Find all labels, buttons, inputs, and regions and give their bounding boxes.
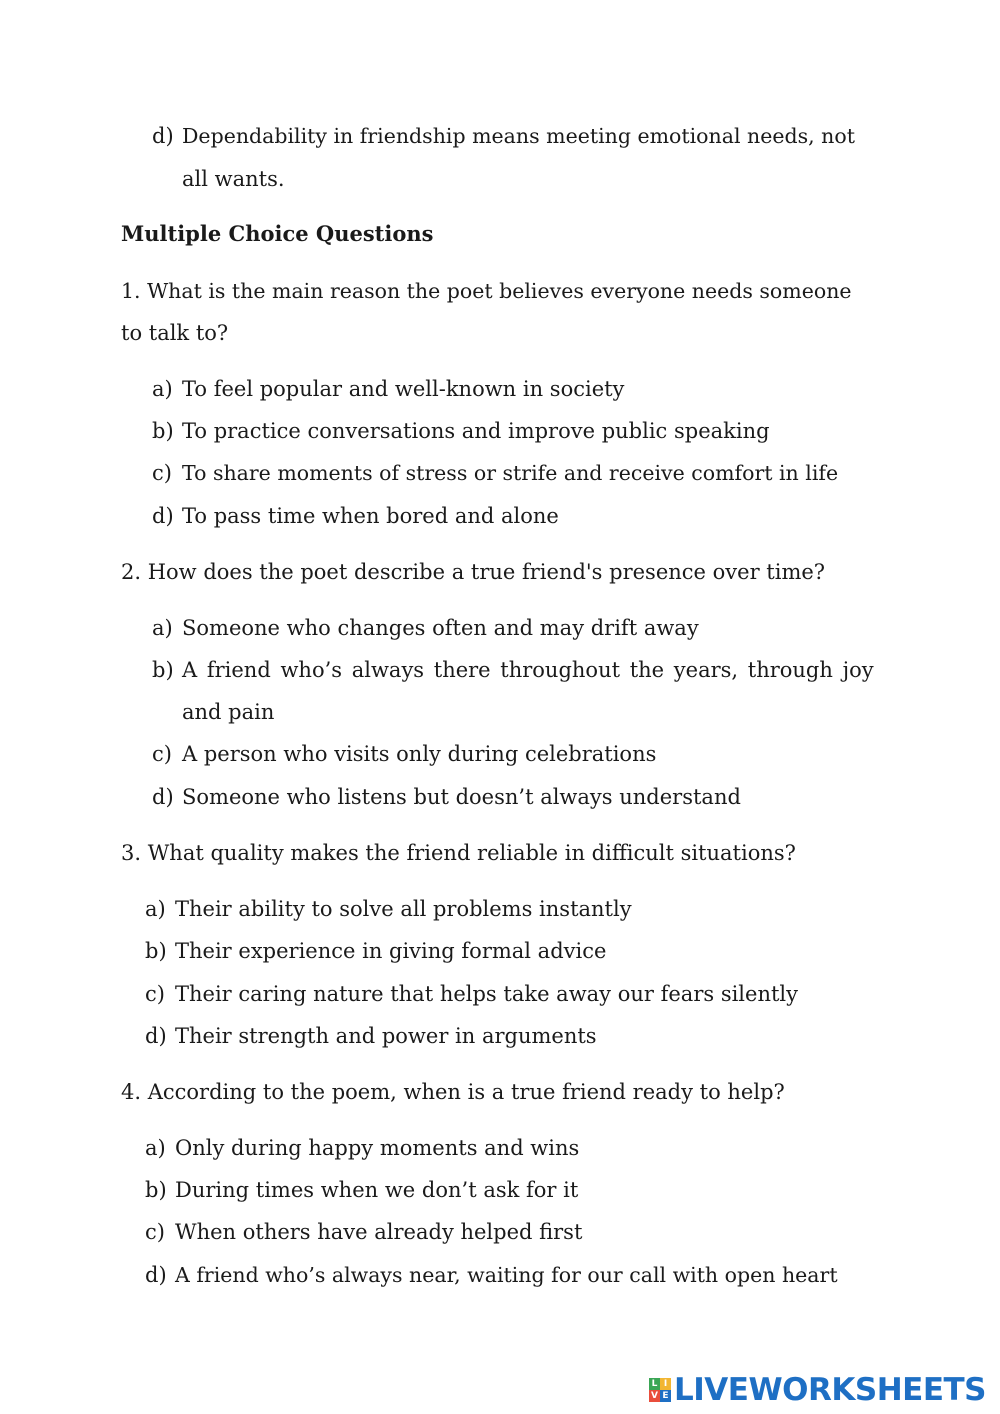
q2-option-b: A friend who’s always there throughout the years, through joy [182,658,874,682]
q2-option-d-label: d) [152,785,174,809]
logo-text: LIVEWORKSHEETS [674,1372,986,1408]
q1-option-c: To share moments of stress or strife and receive comfort in life [182,461,839,485]
question-1-line1: 1. What is the main reason the poet believes everyone needs someone [121,279,852,303]
q2-option-b-label: b) [152,658,174,682]
q4-option-a-label: a) [145,1136,166,1160]
q4-option-d: A friend who’s always near, waiting for our call with open heart [175,1263,838,1287]
question-4: 4. According to the poem, when is a true friend ready to help? [121,1080,785,1104]
question-2: 2. How does the poet describe a true friend's presence over time? [121,560,826,584]
question-1-line2: to talk to? [121,321,229,345]
logo-mark-l: L [649,1378,660,1390]
intro-option-label: d) [152,124,174,148]
q3-option-a-label: a) [145,897,166,921]
q2-option-d: Someone who listens but doesn’t always understand [182,785,741,809]
q2-option-b-cont: and pain [182,700,275,724]
liveworksheets-logo-icon [649,1378,671,1402]
q3-option-c: Their caring nature that helps take away our fears silently [175,982,798,1006]
logo-mark-v: V [649,1390,660,1402]
q3-option-a: Their ability to solve all problems instantly [175,897,632,921]
q3-option-b: Their experience in giving formal advice [175,939,607,963]
q4-option-d-label: d) [145,1263,167,1287]
section-title: Multiple Choice Questions [121,221,434,246]
q2-option-a-label: a) [152,616,173,640]
q4-option-a: Only during happy moments and wins [175,1136,580,1160]
q2-option-c: A person who visits only during celebrations [182,742,657,766]
intro-option-text: Dependability in friendship means meeting emotional needs, not [182,124,855,148]
q3-option-b-label: b) [145,939,167,963]
q1-option-a: To feel popular and well-known in society [182,377,625,401]
q4-option-c: When others have already helped first [175,1220,583,1244]
q1-option-d-label: d) [152,504,174,528]
q1-option-b-label: b) [152,419,174,443]
q3-option-d: Their strength and power in arguments [175,1024,597,1048]
q2-option-c-label: c) [152,742,172,766]
intro-option-line1 [182,122,879,150]
logo-mark-e: E [660,1390,671,1402]
q3-option-d-label: d) [145,1024,167,1048]
q4-option-c-label: c) [145,1220,165,1244]
q4-option-b-label: b) [145,1178,167,1202]
liveworksheets-logo [649,1372,986,1408]
q1-option-a-label: a) [152,377,173,401]
q3-option-c-label: c) [145,982,165,1006]
q1-option-d: To pass time when bored and alone [182,504,559,528]
q4-option-b: During times when we don’t ask for it [175,1178,579,1202]
q2-option-a: Someone who changes often and may drift away [182,616,699,640]
q1-option-c-label: c) [152,461,172,485]
intro-option-line2: all wants. [182,167,285,191]
question-3: 3. What quality makes the friend reliable in difficult situations? [121,841,796,865]
q1-option-b: To practice conversations and improve public speaking [182,419,770,443]
logo-mark-i: I [660,1378,671,1390]
